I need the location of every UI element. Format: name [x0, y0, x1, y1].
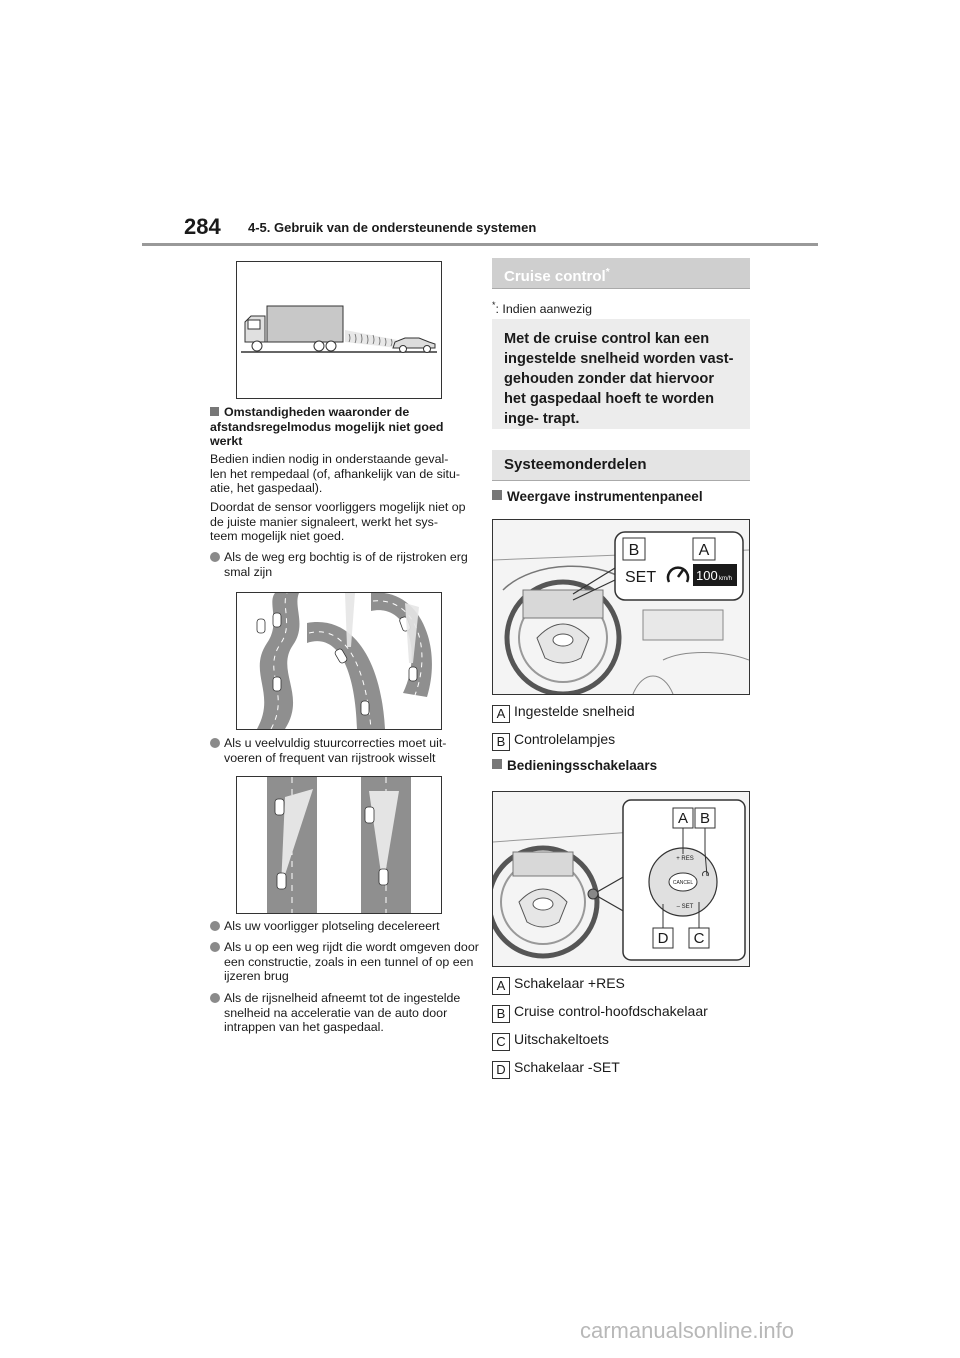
dashboard-illustration [493, 520, 749, 694]
legend-key: A [492, 705, 510, 723]
steering-switch-illustration [493, 792, 749, 966]
circle-bullet-icon [210, 921, 220, 931]
bullet-speed-decrease: Als de rijsnelheid afneemt tot de ingestelde snelheid na acceleratie van de auto door intrappen van het gaspedaal. [210, 991, 482, 1035]
instrument-panel-figure [492, 519, 750, 695]
legend-key: D [492, 1061, 510, 1079]
cancel-button-label: CANCEL [672, 880, 694, 886]
cruise-control-intro: Met de cruise control kan een ingestelde snelheid worden vast- gehouden zonder dat hiervoor het gaspedaal hoeft te worden inge- trapt. [492, 319, 750, 429]
footnote: *: Indien aanwezig [492, 300, 592, 317]
set-speed-value: 100 [696, 568, 718, 583]
system-components-header: Systeemonderdelen [492, 450, 750, 481]
truck-car-illustration [237, 262, 441, 398]
lane-change-illustration [237, 777, 441, 913]
legend-key: A [492, 977, 510, 995]
square-bullet-icon [210, 407, 219, 416]
circle-bullet-icon [210, 738, 220, 748]
legend-set-speed: A Ingestelde snelheid [492, 703, 635, 723]
set-switch-label: – SET [676, 904, 694, 910]
panel-display-heading: Weergave instrumentenpaneel [492, 489, 703, 504]
callout-c: C [693, 930, 705, 947]
legend-set-switch: D Schakelaar -SET [492, 1059, 620, 1079]
res-switch-label: + RES [676, 856, 694, 862]
callout-b: B [699, 810, 711, 827]
control-switches-figure [492, 791, 750, 967]
bullet-tunnel: Als u op een weg rijdt die wordt omgeven door een constructie, zoals in een tunnel of op een ijzeren brug [210, 940, 482, 984]
curvy-road-illustration [237, 593, 441, 729]
set-indicator-text: SET [625, 569, 657, 586]
header-rule [142, 243, 818, 246]
bullet-sudden-deceleration: Als uw voorligger plotseling decelereert [210, 919, 482, 934]
callout-a: A [698, 542, 710, 559]
square-bullet-icon [492, 490, 502, 500]
legend-res-switch: A Schakelaar +RES [492, 975, 625, 995]
page-number: 284 [184, 214, 221, 239]
bullet-steering-corrections: Als u veelvuldig stuurcorrecties moet uit- voeren of frequent van rijstrook wisselt [210, 736, 468, 765]
legend-main-switch: B Cruise control-hoofdschakelaar [492, 1003, 708, 1023]
circle-bullet-icon [210, 993, 220, 1003]
site-watermark: carmanualsonline.info [580, 1318, 795, 1343]
callout-b: B [628, 542, 640, 559]
callout-d: D [657, 930, 669, 947]
legend-cancel-button: C Uitschakeltoets [492, 1031, 609, 1051]
legend-indicators: B Controlelampjes [492, 731, 615, 751]
square-bullet-icon [492, 759, 502, 769]
lane-change-figure [236, 776, 442, 914]
section-header-title: 4-5. Gebruik van de ondersteunende systemen [248, 220, 537, 235]
circle-bullet-icon [210, 552, 220, 562]
legend-key: B [492, 1005, 510, 1023]
switches-heading: Bedieningsschakelaars [492, 758, 657, 773]
legend-key: B [492, 733, 510, 751]
legend-key: C [492, 1033, 510, 1051]
cruise-control-section-header: Cruise control* [492, 258, 750, 289]
callout-a: A [677, 810, 689, 827]
conditions-heading: Omstandigheden waaronder de afstandsregelmodus mogelijk niet goed werkt [210, 405, 444, 449]
truck-following-figure [236, 261, 442, 399]
paragraph-brake-pedal: Bedien indien nodig in onderstaande geval- len het rempedaal (of, afhankelijk van de situ- atie, het gaspedaal). [210, 452, 461, 496]
curvy-roads-figure [236, 592, 442, 730]
bullet-curvy-road: Als de weg erg bochtig is of de rijstroken erg smal zijn [210, 550, 468, 579]
circle-bullet-icon [210, 942, 220, 952]
speed-unit: km/h [719, 576, 733, 582]
paragraph-sensor: Doordat de sensor voorliggers mogelijk niet op de juiste manier signaleert, werkt het sys- teem mogelijk niet goed. [210, 500, 466, 544]
